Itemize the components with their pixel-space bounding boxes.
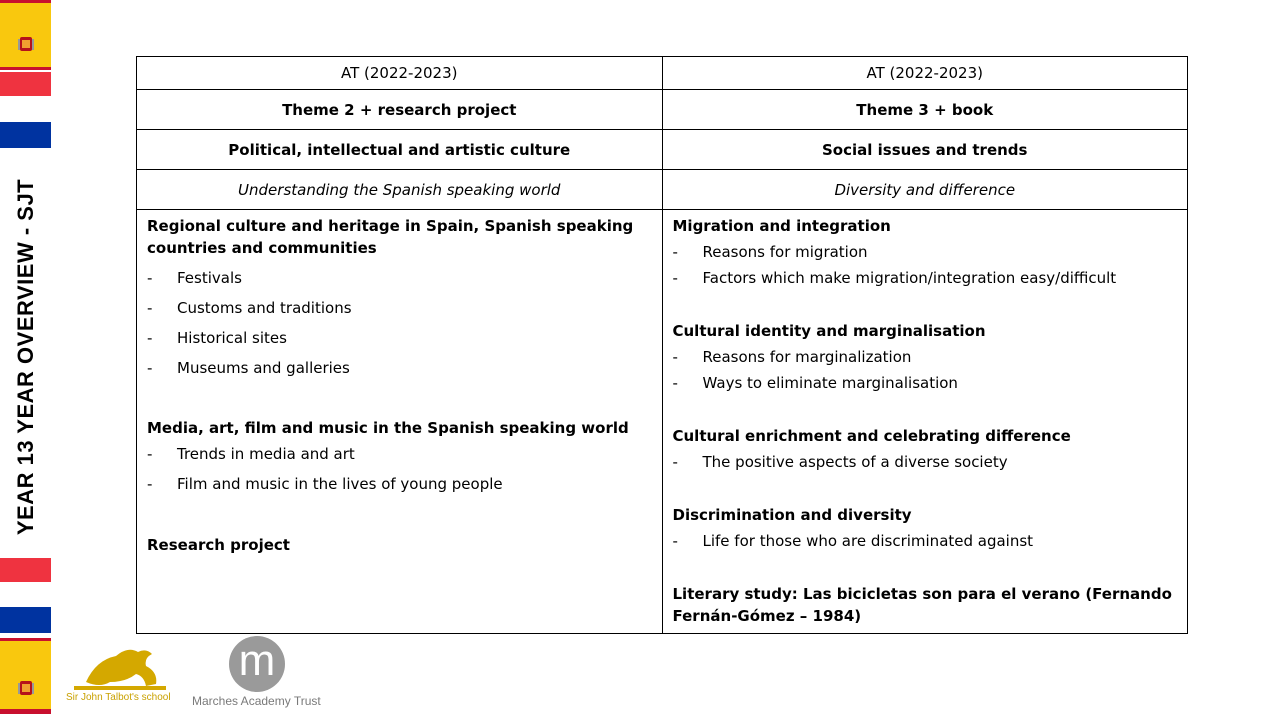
- list-item: - Historical sites: [147, 329, 287, 347]
- list-item: - Festivals: [147, 269, 242, 287]
- section-heading: Media, art, film and music in the Spanish speaking world: [147, 419, 629, 437]
- left-year-cell: AT (2022-2023): [137, 57, 663, 90]
- list-item: - Factors which make migration/integration easy/difficult: [672, 269, 1117, 287]
- right-topic-cell: Diversity and difference: [662, 170, 1188, 210]
- spanish-crest-icon: [16, 34, 36, 54]
- section-heading: Literary study: Las bicicletas son para el verano (Fernando Fernán-Gómez – 1984): [672, 585, 1172, 625]
- list-item: - Ways to eliminate marginalisation: [672, 374, 958, 392]
- spanish-crest-icon: [16, 678, 36, 698]
- left-topic-cell: Understanding the Spanish speaking world: [137, 170, 663, 210]
- list-item: - Film and music in the lives of young people: [147, 475, 503, 493]
- right-theme-cell: Theme 3 + book: [662, 90, 1188, 130]
- flag-stripe-blue-1: [0, 122, 51, 148]
- list-item: - Life for those who are discriminated against: [672, 532, 1034, 550]
- flag-stripe-light-red-2: [0, 558, 51, 582]
- flag-stripe-light-red-1: [0, 72, 51, 96]
- school-name: Sir John Talbot's school: [66, 692, 171, 703]
- slide-title: YEAR 13 YEAR OVERVIEW - SJT: [13, 178, 38, 536]
- list-item: - Museums and galleries: [147, 359, 350, 377]
- lion-icon: [66, 642, 174, 692]
- right-year-cell: AT (2022-2023): [662, 57, 1188, 90]
- section-heading: Migration and integration: [672, 217, 891, 235]
- flag-stripe-blue-2: [0, 607, 51, 633]
- trust-logo: [192, 636, 324, 710]
- list-item: - Trends in media and art: [147, 445, 355, 463]
- flag-stripe-red-bottom-2: [0, 709, 51, 714]
- trust-name: Marches Academy Trust: [192, 694, 321, 708]
- school-logo: [66, 642, 174, 708]
- left-content-cell: [137, 210, 663, 634]
- section-heading: Cultural enrichment and celebrating difference: [672, 427, 1071, 445]
- section-heading: Research project: [147, 536, 290, 554]
- right-content-cell: [662, 210, 1188, 634]
- section-heading: Regional culture and heritage in Spain, Spanish speaking countries and communities: [147, 217, 634, 257]
- right-subtheme-cell: Social issues and trends: [662, 130, 1188, 170]
- list-item: - Reasons for marginalization: [672, 348, 912, 366]
- trust-mark-icon: m: [229, 636, 285, 692]
- left-theme-cell: Theme 2 + research project: [137, 90, 663, 130]
- overview-table: [136, 56, 1188, 634]
- section-heading: Discrimination and diversity: [672, 506, 912, 524]
- section-heading: Cultural identity and marginalisation: [672, 322, 986, 340]
- list-item: - Customs and traditions: [147, 299, 352, 317]
- list-item: - The positive aspects of a diverse society: [672, 453, 1008, 471]
- left-subtheme-cell: Political, intellectual and artistic culture: [137, 130, 663, 170]
- flag-stripe-yellow-bottom: [0, 641, 51, 709]
- list-item: - Reasons for migration: [672, 243, 868, 261]
- flag-stripe-red-mid: [0, 67, 51, 70]
